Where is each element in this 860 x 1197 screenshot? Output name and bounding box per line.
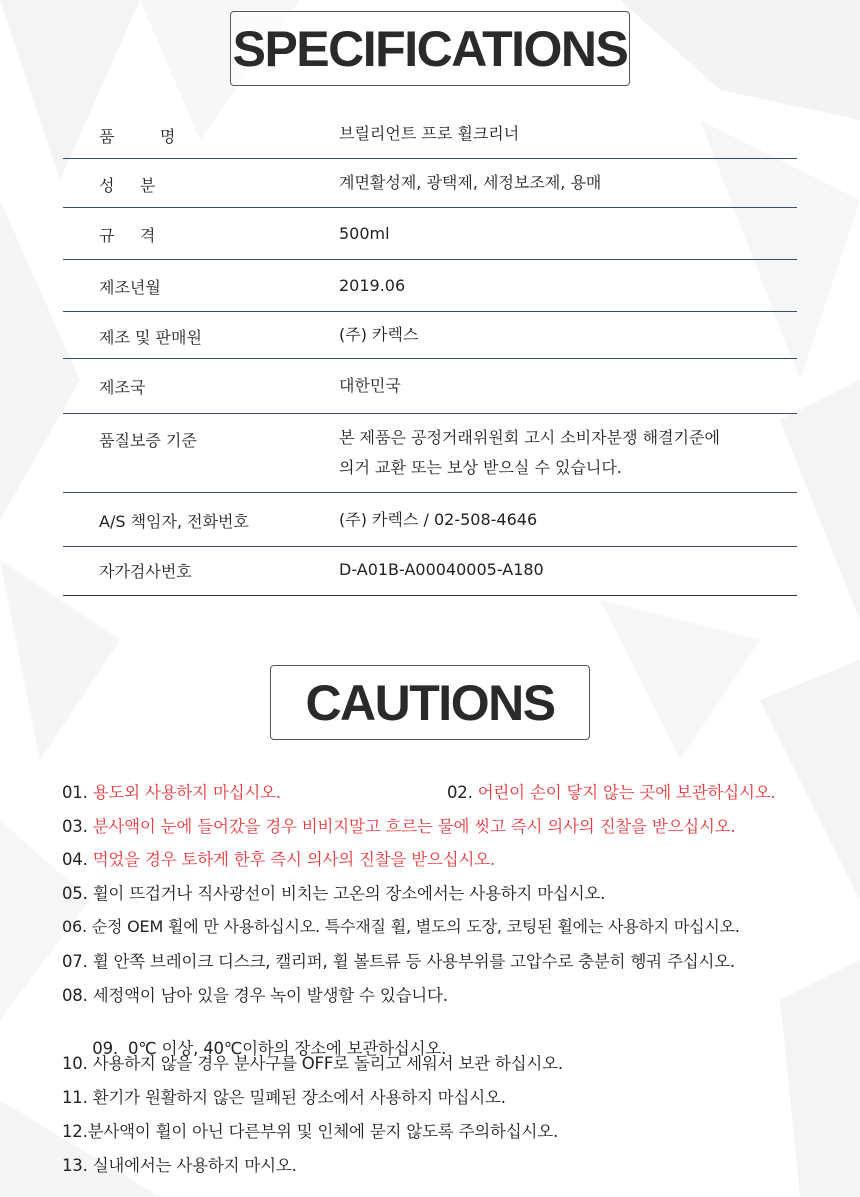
specifications-table [63,110,797,596]
spec-value: 본 제품은 공정거래위원회 고시 소비자분쟁 해결기준에 의거 교환 또는 보상 받으실 수 있습니다. [339,428,720,477]
spec-value: 500ml [339,224,390,243]
spec-row-volume [63,208,797,260]
spec-row-manufacturer [63,312,797,359]
spec-label: 자가검사번호 [99,562,192,581]
cautions-title: CAUTIONS [270,665,590,740]
caution-item: 11. 환기가 원활하지 않은 밀폐된 장소에서 사용하지 마십시오. [62,1088,506,1107]
spec-row-quality-guarantee [63,414,797,493]
caution-item: 01. 용도외 사용하지 마십시오. [62,783,281,802]
caution-item: 07. 휠 안쪽 브레이크 디스크, 캘리퍼, 휠 볼트류 등 사용부위를 고압수로 충분히 헹궈 주십시오. [62,952,735,971]
spec-row-ingredients [63,159,797,208]
spec-label: A/S 책임자, 전화번호 [99,512,249,531]
spec-value: (주) 카렉스 / 02-508-4646 [339,510,538,529]
spec-label: 제조 및 판매원 [99,328,202,347]
spec-value: 계면활성제, 광택제, 세정보조제, 용매 [339,173,602,192]
spec-label: 품 명 [99,127,176,146]
spec-label: 품질보증 기준 [99,431,197,450]
spec-value: D-A01B-A00040005-A180 [339,560,544,579]
caution-item: 10. 사용하지 않을 경우 분사구를 OFF로 돌리고 세워서 보관 하십시오. [62,1054,563,1073]
caution-item: 13. 실내에서는 사용하지 마시오. [62,1156,297,1175]
caution-item: 04. 먹었을 경우 토하게 한후 즉시 의사의 진찰을 받으십시오. [62,850,496,869]
spec-label: 성 분 [99,176,156,195]
spec-label: 규 격 [99,226,156,245]
spec-row-service-contact [63,493,797,547]
caution-item: 05. 휠이 뜨겁거나 직사광선이 비치는 고온의 장소에서는 사용하지 마십시오. [62,884,606,903]
caution-item: 12.분사액이 휠이 아닌 다른부위 및 인체에 묻지 않도록 주의하십시오. [62,1122,558,1141]
caution-item: 03. 분사액이 눈에 들어갔을 경우 비비지말고 흐르는 물에 씻고 즉시 의사의 진찰을 받으십시오. [62,817,736,836]
caution-item: 02. 어린이 손이 닿지 않는 곳에 보관하십시오. [447,783,776,802]
spec-value: 2019.06 [339,276,406,295]
spec-label: 제조국 [99,378,146,397]
spec-row-manufacture-date [63,260,797,312]
spec-value: 브릴리언트 프로 휠크리너 [339,124,520,143]
specifications-title: SPECIFICATIONS [230,11,630,86]
caution-item: 08. 세정액이 남아 있을 경우 녹이 발생할 수 있습니다. [62,986,448,1005]
caution-item: 09. 0℃ 이상, 40℃이하의 장소에 보관하십시오. [92,1039,447,1058]
caution-item: 06. 순정 OEM 휠에 만 사용하십시오. 특수재질 휠, 별도의 도장, 코팅된 휠에는 사용하지 마십시오. [62,917,740,936]
spec-value: 대한민국 [339,376,401,395]
spec-value: (주) 카렉스 [339,325,419,344]
spec-row-country [63,359,797,414]
spec-row-product-name [63,110,797,159]
spec-label: 제조년월 [99,278,161,297]
spec-row-inspection-number [63,547,797,596]
